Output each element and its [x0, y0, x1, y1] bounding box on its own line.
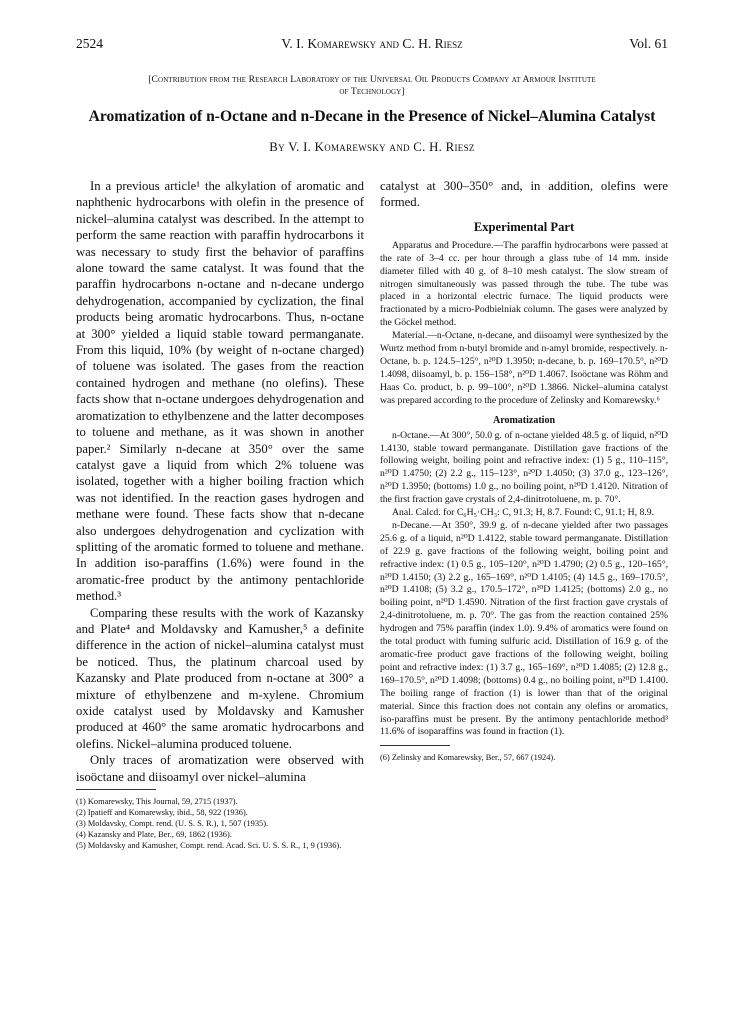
article-title: Aromatization of n-Octane and n-Decane in the Presence of Nickel–Alumina Catalyst — [88, 108, 656, 125]
intro-paragraph-2: Comparing these results with the work of Kazansky and Plate⁴ and Moldavsky and Kamusher,⁵ a definite difference in the action of nickel–alumina catalyst must be noticed. Thus, the platinum charcoal used by Kazansky and Plate produced from n-octane at 300° a mixture of ethylbenzene and m-xylene. Chromium oxide catalyst used by Moldavsky and Kamusher produced at 460° the same aromatic hydrocarbons and olefins. Nickel–alumina produced toluene. — [76, 605, 364, 751]
contribution-line-1: [Contribution from the Research Laboratory of the Universal Oil Products Company at Armour Institute — [148, 74, 596, 85]
footnote-2: (2) Ipatieff and Komarewsky, ibid., 58, 922 (1936). — [76, 808, 248, 818]
footnote-3: (3) Moldavsky, Compt. rend. (U. S. S. R.), 1, 507 (1935). — [76, 819, 269, 829]
footnote-divider-right — [380, 745, 450, 746]
decane-paragraph: n-Decane.—At 350°, 39.9 g. of n-decane yielded after two passages 25.6 g. of a liquid, n²⁰D 1.4122, stable toward permanganate. Distillation of 22.9 g. gave fractions of the following weight, boiling point and refractive index: (1) 0.5 g., 105–120°, n²⁰D 1.4790; (2) 0.5 g., 120–165°, n²⁰D 1.4150; (3) 2.2 g., 165–169°, n²⁰D 1.4105; (4) 14.5 g., 169–170.5°, n²⁰D 1.4108; (5) 3.2 g., 170.5–172°, n²⁰D 1.4125; (bottoms) 2.0 g., no boiling point, n²⁰D 1.4590. Nitration of the first fraction gave crystals of 2,4-dinitrotoluene, m. p. 70°. The gas from the reaction contained 25% hydrogen and 75% paraffin (index 1.0). 9.4% of aromatics were found on the total product with fuming sulfuric acid. Distillation of 16.9 g. of the aromatic-free product gave fractions of the following weight, boiling point and refractive index: (1) 3.7 g., 165–169°, n²⁰D 1.4085; (2) 12.8 g., 169–170.5°, n²⁰D 1.4098; (bottoms) 0.4 g., no boiling point, n²⁰D 1.4100. The boiling range of fraction (1) is lower than that of the original material. Since this fraction does not contain any olefins or aromatics, iso-paraffins must be present. By the antimony pentachloride method³ 11.6% of isoparaffins was found in fraction (1). — [380, 519, 668, 738]
left-column — [76, 178, 364, 851]
footnote-divider — [76, 789, 156, 790]
footnote-6: (6) Zelinsky and Komarewsky, Ber., 57, 667 (1924). — [380, 753, 556, 763]
analysis-paragraph: Anal. Calcd. for C₆H₅·CH₃: C, 91.3; H, 8.7. Found: C, 91.1; H, 8.9. — [392, 507, 655, 519]
footnotes-left — [76, 796, 364, 851]
footnote-1: (1) Komarewsky, This Journal, 59, 2715 (1937). — [76, 797, 238, 807]
intro-paragraph-1: In a previous article¹ the alkylation of aromatic and naphthenic hydrocarbons with olefin in the presence of nickel–alumina catalyst was described. In the attempt to perform the same reaction with paraffin hydrocarbons it was necessary to study first the behavior of paraffins alone toward the same catalyst. It was found that the paraffin hydrocarbons n-octane and n-decane undergo dehydrogenation, accompanied by cyclization, the final products being aromatic hydrocarbons. Thus, n-octane at 300° yielded a liquid stable toward permanganate. From this liquid, 10% (by weight of n-octane charged) of toluene was isolated. The gases from the reaction contained hydrogen and methane (no olefins). These facts show that n-octane undergoes dehydrogenation and aromatization to ethylbenzene and the latter decomposes to toluene and methane, as it was shown in another paper.² Similarly n-decane at 350° over the same catalyst gave a liquid from which 2% toluene was isolated, together with a higher boiling fraction which was not identified. In the reaction gases hydrogen and methane were found. These facts show that n-decane also undergoes dehydrogenation and cyclization with splitting of the aromatic formed to toluene and methane. In addition iso-paraffins (1.6%) were found in the aromatic-free product by the antimony pentachloride method.³ — [76, 179, 364, 604]
running-authors: V. I. Komarewsky and C. H. Riesz — [281, 36, 463, 51]
volume-label: Vol. 61 — [629, 36, 668, 51]
footnote-5: (5) Moldavsky and Kamusher, Compt. rend. Acad. Sci. U. S. S. R., 1, 9 (1936). — [76, 841, 342, 851]
footnote-4: (4) Kazansky and Plate, Ber., 69, 1862 (1936). — [76, 830, 232, 840]
section-heading-experimental: Experimental Part — [473, 219, 575, 234]
intro-continuation: catalyst at 300–350° and, in addition, olefins were formed. — [380, 179, 668, 210]
byline: By V. I. Komarewsky and C. H. Riesz — [269, 140, 475, 154]
intro-paragraph-3: Only traces of aromatization were observed with isoöctane and diisoamyl over nickel–alumina — [76, 753, 364, 784]
running-head — [76, 36, 668, 54]
material-paragraph: Material.—n-Octane, n-decane, and diisoamyl were synthesized by the Wurtz method from n-butyl bromide and n-amyl bromide, respectively. n-Octane, b. p. 124.5–125°, n²⁰D 1.3950; n-decane, b. p. 169–170.5°, n²⁰D 1.4098, diisoamyl, b. p. 156–158°, n²⁰D 1.4067. Isoöctane was Röhm and Haas Co. product, b. p. 99–100°, n²⁰D 1.3866. Nickel–alumina catalyst was prepared according to the procedure of Zelinsky and Komarewsky.⁶ — [380, 330, 668, 406]
right-column — [380, 178, 668, 763]
contribution-note — [76, 74, 668, 98]
octane-paragraph: n-Octane.—At 300°, 50.0 g. of n-octane yielded 48.5 g. of liquid, n²⁰D 1.4130, stable toward permanganate. Distillation gave fractions of the following weight, boiling point and refractive index: (1) 5 g., 110–115°, n²⁰D 1.4750; (2) 2.2 g., 115–123°, n²⁰D 1.4050; (3) 37.0 g., 123–126°, n²⁰D 1.3950; (bottoms) 1.0 g., no boiling point, n²⁰D 1.4120. Nitration of the first fraction gave crystals of 2,4-dinitrotoluene, m. p. 70°. — [380, 429, 668, 506]
page-number: 2524 — [76, 36, 103, 51]
apparatus-paragraph: Apparatus and Procedure.—The paraffin hydrocarbons were passed at the rate of 3–4 cc. per hour through a glass tube of 14 mm. inside diameter filled with 40 g. of 8–10 mesh catalyst. The slow stream of nitrogen simultaneously was passed through the tube. The tube was placed in a horizontal electric furnace. The liquid products were fractionated by a micro-Podbielniak column. The gases were analyzed by the Göckel method. — [380, 239, 668, 329]
contribution-line-2: of Technology] — [339, 86, 405, 97]
subheading-aromatization: Aromatization — [492, 414, 556, 426]
